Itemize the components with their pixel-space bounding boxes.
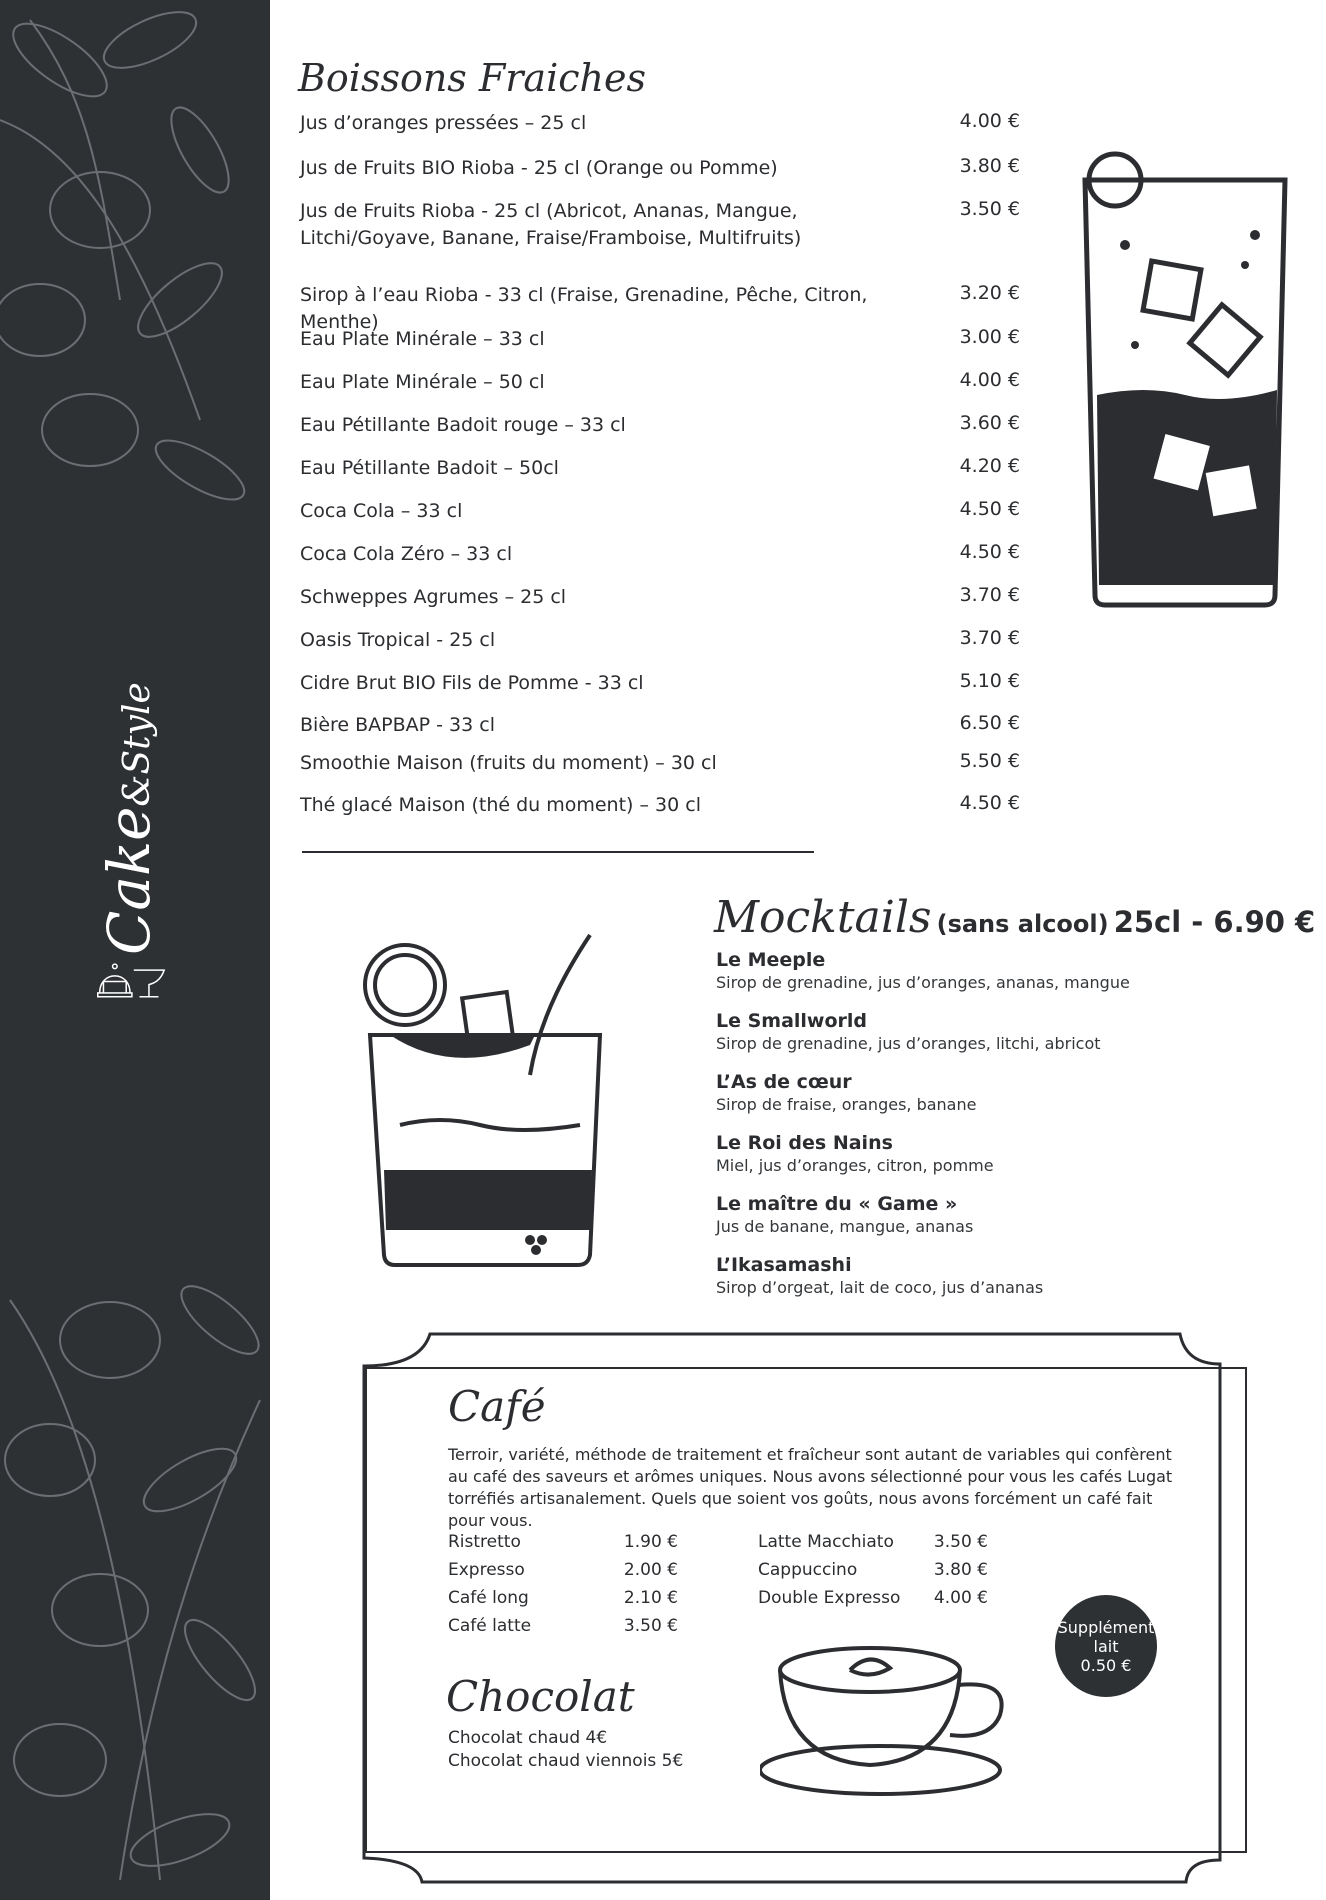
cafe-item-price: 2.10 € bbox=[623, 1588, 678, 1608]
drink-price: 3.70 € bbox=[959, 627, 1020, 649]
cake-stand-logo-icon bbox=[50, 955, 210, 1065]
badge-line3: 0.50 € bbox=[1080, 1655, 1132, 1675]
mocktail-name: Le Meeple bbox=[716, 949, 826, 971]
cafe-item-name: Ristretto bbox=[448, 1532, 521, 1552]
drink-price: 4.50 € bbox=[959, 792, 1020, 814]
coffee-cup-icon bbox=[760, 1640, 1020, 1800]
badge-line2: lait bbox=[1093, 1636, 1119, 1656]
drink-price: 3.80 € bbox=[959, 155, 1020, 177]
drink-name: Eau Pétillante Badoit – 50cl bbox=[300, 457, 559, 479]
mocktail-desc: Sirop d’orgeat, lait de coco, jus d’ananas bbox=[716, 1278, 1044, 1297]
mocktails-heading bbox=[714, 892, 1315, 943]
milk-supplement-badge bbox=[1055, 1595, 1157, 1697]
mocktail-name: Le Roi des Nains bbox=[716, 1132, 893, 1154]
mocktail-desc: Miel, jus d’oranges, citron, pomme bbox=[716, 1156, 994, 1175]
cafe-description: Terroir, variété, méthode de traitement et fraîcheur sont autant de variables qui confèrent au café des saveurs et arômes uniques. Nous avons sélectionné pour vous les cafés Lugat torréfiés artisanalement. Quels que soient vos goûts, nous avons forcément un café fait pour vous. bbox=[448, 1445, 1173, 1530]
mocktail-item bbox=[716, 1009, 1296, 1055]
chocolat-item: Chocolat chaud viennois 5€ bbox=[448, 1751, 684, 1771]
drink-name: Bière BAPBAP - 33 cl bbox=[300, 714, 495, 736]
drink-price: 3.00 € bbox=[959, 326, 1020, 348]
drink-price: 4.00 € bbox=[959, 110, 1020, 132]
mocktail-desc: Jus de banane, mangue, ananas bbox=[716, 1217, 974, 1236]
cafe-item-name: Expresso bbox=[448, 1560, 525, 1580]
brand-line1: Cake bbox=[95, 806, 163, 955]
drink-name: Eau Plate Minérale – 50 cl bbox=[300, 371, 545, 393]
cafe-title: Café bbox=[448, 1382, 546, 1431]
drink-price: 5.10 € bbox=[959, 670, 1020, 692]
drink-price: 4.00 € bbox=[959, 369, 1020, 391]
mocktail-name: Le Smallworld bbox=[716, 1010, 868, 1032]
brand-line2: &Style bbox=[117, 682, 158, 807]
cafe-item-name: Latte Macchiato bbox=[758, 1532, 894, 1552]
cafe-item-name: Café long bbox=[448, 1588, 529, 1608]
mocktail-desc: Sirop de fraise, oranges, banane bbox=[716, 1095, 977, 1114]
cafe-item-price: 4.00 € bbox=[933, 1588, 988, 1608]
mocktails-subtitle: (sans alcool) bbox=[936, 910, 1109, 938]
drink-price: 6.50 € bbox=[959, 712, 1020, 734]
drink-name: Coca Cola – 33 cl bbox=[300, 500, 463, 522]
drink-name: Eau Plate Minérale – 33 cl bbox=[300, 328, 545, 350]
drink-price: 4.50 € bbox=[959, 541, 1020, 563]
drink-price: 4.50 € bbox=[959, 498, 1020, 520]
chocolat-title: Chocolat bbox=[446, 1672, 635, 1721]
drink-price: 3.50 € bbox=[959, 198, 1020, 220]
mocktail-item bbox=[716, 1253, 1296, 1299]
drink-name: Smoothie Maison (fruits du moment) – 30 cl bbox=[300, 752, 717, 774]
mocktail-item bbox=[716, 948, 1296, 994]
drink-name: Coca Cola Zéro – 33 cl bbox=[300, 543, 513, 565]
drink-name: Sirop à l’eau Rioba - 33 cl (Fraise, Grenadine, Pêche, Citron, Menthe) bbox=[300, 284, 868, 333]
drink-name: Thé glacé Maison (thé du moment) – 30 cl bbox=[300, 794, 701, 816]
drinks-title: Boissons Fraiches bbox=[298, 56, 646, 100]
cafe-item-price: 3.80 € bbox=[933, 1560, 988, 1580]
drink-name: Jus d’oranges pressées – 25 cl bbox=[300, 112, 587, 134]
mocktail-glass-icon bbox=[360, 925, 620, 1275]
mocktail-name: L’Ikasamashi bbox=[716, 1254, 852, 1276]
mocktail-desc: Sirop de grenadine, jus d’oranges, litchi, abricot bbox=[716, 1034, 1101, 1053]
cafe-item-price: 1.90 € bbox=[623, 1532, 678, 1552]
mocktails-title: Mocktails bbox=[714, 892, 932, 943]
mocktail-item bbox=[716, 1192, 1296, 1238]
drink-name: Jus de Fruits BIO Rioba - 25 cl (Orange ou Pomme) bbox=[300, 157, 778, 179]
drink-name: Eau Pétillante Badoit rouge – 33 cl bbox=[300, 414, 626, 436]
cafe-item-price: 3.50 € bbox=[933, 1532, 988, 1552]
mocktail-item bbox=[716, 1131, 1296, 1177]
drink-name: Oasis Tropical - 25 cl bbox=[300, 629, 496, 651]
drink-price: 3.20 € bbox=[959, 282, 1020, 304]
cafe-item-name: Cappuccino bbox=[758, 1560, 858, 1580]
section-divider bbox=[302, 851, 814, 853]
drink-price: 3.60 € bbox=[959, 412, 1020, 434]
chocolat-item: Chocolat chaud 4€ bbox=[448, 1728, 608, 1748]
drink-price: 4.20 € bbox=[959, 455, 1020, 477]
drink-name: Cidre Brut BIO Fils de Pomme - 33 cl bbox=[300, 672, 644, 694]
sidebar bbox=[0, 0, 270, 1900]
drink-name: Jus de Fruits Rioba - 25 cl (Abricot, Ananas, Mangue, Litchi/Goyave, Banane, Fraise/Framboise, Multifruits) bbox=[300, 200, 802, 249]
badge-line1: Supplément bbox=[1057, 1617, 1155, 1637]
cafe-item-price: 3.50 € bbox=[623, 1616, 678, 1636]
mocktail-item bbox=[716, 1070, 1296, 1116]
mocktail-name: L’As de cœur bbox=[716, 1071, 852, 1093]
drink-name: Schweppes Agrumes – 25 cl bbox=[300, 586, 567, 608]
drink-price: 5.50 € bbox=[959, 750, 1020, 772]
cafe-item-name: Double Expresso bbox=[758, 1588, 901, 1608]
iced-drink-glass-icon bbox=[1075, 145, 1295, 615]
mocktail-desc: Sirop de grenadine, jus d’oranges, ananas, mangue bbox=[716, 973, 1130, 992]
leaf-pattern-top bbox=[0, 0, 270, 560]
brand-logo bbox=[95, 682, 163, 955]
leaf-pattern-bottom bbox=[0, 1280, 270, 1900]
drink-price: 3.70 € bbox=[959, 584, 1020, 606]
mocktails-price: 25cl - 6.90 € bbox=[1113, 905, 1316, 939]
cafe-item-name: Café latte bbox=[448, 1616, 532, 1636]
mocktail-name: Le maître du « Game » bbox=[716, 1193, 958, 1215]
cafe-item-price: 2.00 € bbox=[623, 1560, 678, 1580]
